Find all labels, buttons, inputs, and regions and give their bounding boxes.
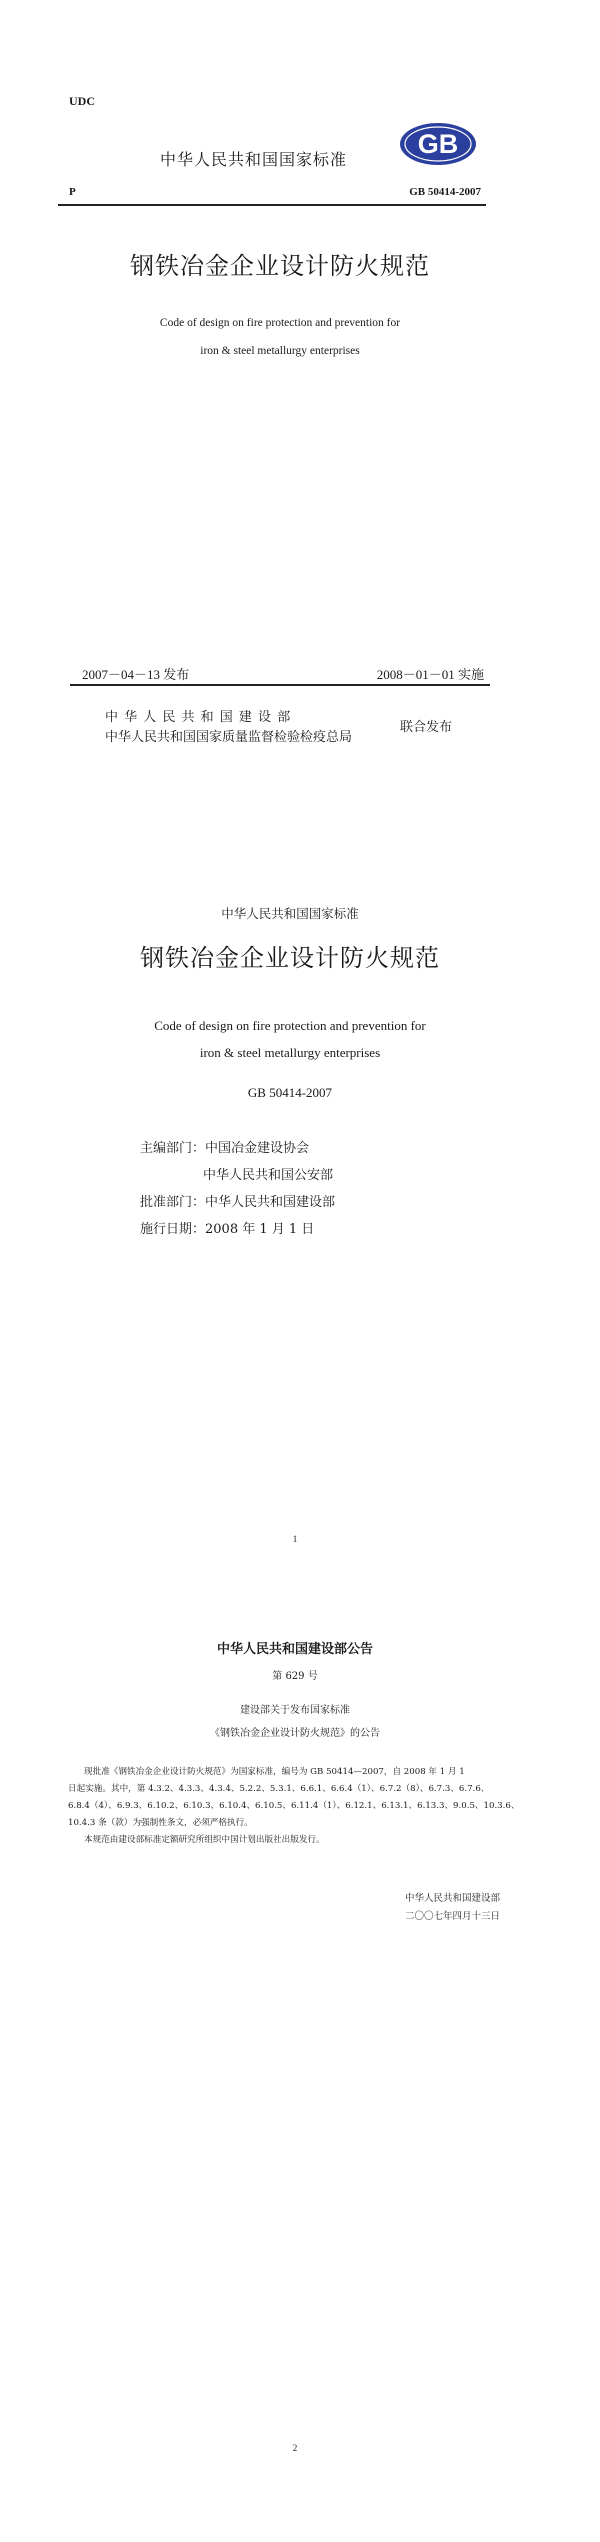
announcement-body-line: 现批准《钢铁冶金企业设计防火规范》为国家标准，编号为 GB 50414—2007，自 2008 年 1 月 1 bbox=[84, 1767, 465, 1777]
announcement-number: 第 629 号 bbox=[272, 1671, 318, 1682]
announcement-body-line: 6.8.4（4）、6.9.3、6.10.2、6.10.3、6.10.4、6.10.5、6.11.4（1）、6.12.1、6.13.1、6.13.3、9.0.5、10.3.6、 bbox=[68, 1801, 520, 1811]
announcement-body-line: 10.4.3 条（款）为强制性条文，必须严格执行。 bbox=[68, 1818, 253, 1828]
announcement-heading: 中华人民共和国建设部公告 bbox=[216, 1642, 373, 1657]
cover-title-en-2: iron & steel metallurgy enterprises bbox=[200, 345, 360, 357]
cover-implement-date: 2008－01－01 实施 bbox=[376, 667, 484, 682]
editor-value-1: 中国冶金建设协会 bbox=[205, 1141, 310, 1156]
gb-logo bbox=[398, 120, 478, 168]
announcement-body-line: 日起实施。其中，第 4.3.2、4.3.3、4.3.4、5.2.2、5.3.1、6.6.1、6.6.4（1）、6.7.2（8）、6.7.3、6.7.6、 bbox=[68, 1784, 490, 1794]
editor-row bbox=[140, 1137, 309, 1156]
cover-standard-type: 中华人民共和国国家标准 bbox=[160, 150, 348, 169]
cover-bottom-rule bbox=[70, 684, 490, 686]
page-number-1: 1 bbox=[292, 1534, 298, 1544]
title-page-code: GB 50414-2007 bbox=[247, 1085, 333, 1100]
cover-title-cn: 钢铁冶金企业设计防火规范 bbox=[130, 252, 430, 280]
title-page-title-en-2: iron & steel metallurgy enterprises bbox=[199, 1045, 381, 1060]
approver-row bbox=[140, 1191, 335, 1210]
announcement-body-line: 本规范由建设部标准定额研究所组织中国计划出版社出版发行。 bbox=[84, 1835, 325, 1845]
udc-label: UDC bbox=[69, 94, 95, 108]
date-label: 施行日期： bbox=[140, 1222, 206, 1237]
date-value: 2008 年 1 月 1 日 bbox=[205, 1222, 315, 1237]
editor-value-2: 中华人民共和国公安部 bbox=[203, 1168, 334, 1183]
cover-title-en-1: Code of design on fire protection and prevention for bbox=[159, 317, 401, 329]
cover-issuer-1: 中 华 人 民 共 和 国 建 设 部 bbox=[105, 710, 292, 725]
title-page-standard-type: 中华人民共和国国家标准 bbox=[221, 906, 359, 921]
approver-value: 中华人民共和国建设部 bbox=[205, 1195, 336, 1210]
gb-logo-text: GB bbox=[417, 129, 459, 159]
cover-category: P bbox=[69, 186, 76, 198]
signature-date: 二〇〇七年四月十三日 bbox=[404, 1911, 500, 1922]
announcement-body bbox=[68, 1764, 520, 1849]
page-number-2: 2 bbox=[292, 2443, 298, 2453]
signature-org: 中华人民共和国建设部 bbox=[404, 1893, 500, 1904]
announcement-subtitle-1: 建设部关于发布国家标准 bbox=[240, 1705, 350, 1716]
title-page-title-cn: 钢铁冶金企业设计防火规范 bbox=[140, 944, 440, 972]
cover-issuer-2: 中华人民共和国国家质量监督检验检疫总局 bbox=[105, 730, 353, 745]
editor-label: 主编部门： bbox=[140, 1141, 206, 1156]
approver-label: 批准部门： bbox=[140, 1195, 206, 1210]
cover-code: GB 50414-2007 bbox=[409, 186, 481, 198]
title-page-title-en-1: Code of design on fire protection and prevention for bbox=[154, 1018, 426, 1033]
cover-joint-release: 联合发布 bbox=[400, 720, 453, 735]
date-row bbox=[140, 1218, 314, 1237]
cover-issue-date: 2007－04－13 发布 bbox=[82, 667, 190, 682]
announcement-subtitle-2: 《钢铁冶金企业设计防火规范》的公告 bbox=[210, 1728, 380, 1739]
cover-top-rule bbox=[58, 204, 486, 206]
